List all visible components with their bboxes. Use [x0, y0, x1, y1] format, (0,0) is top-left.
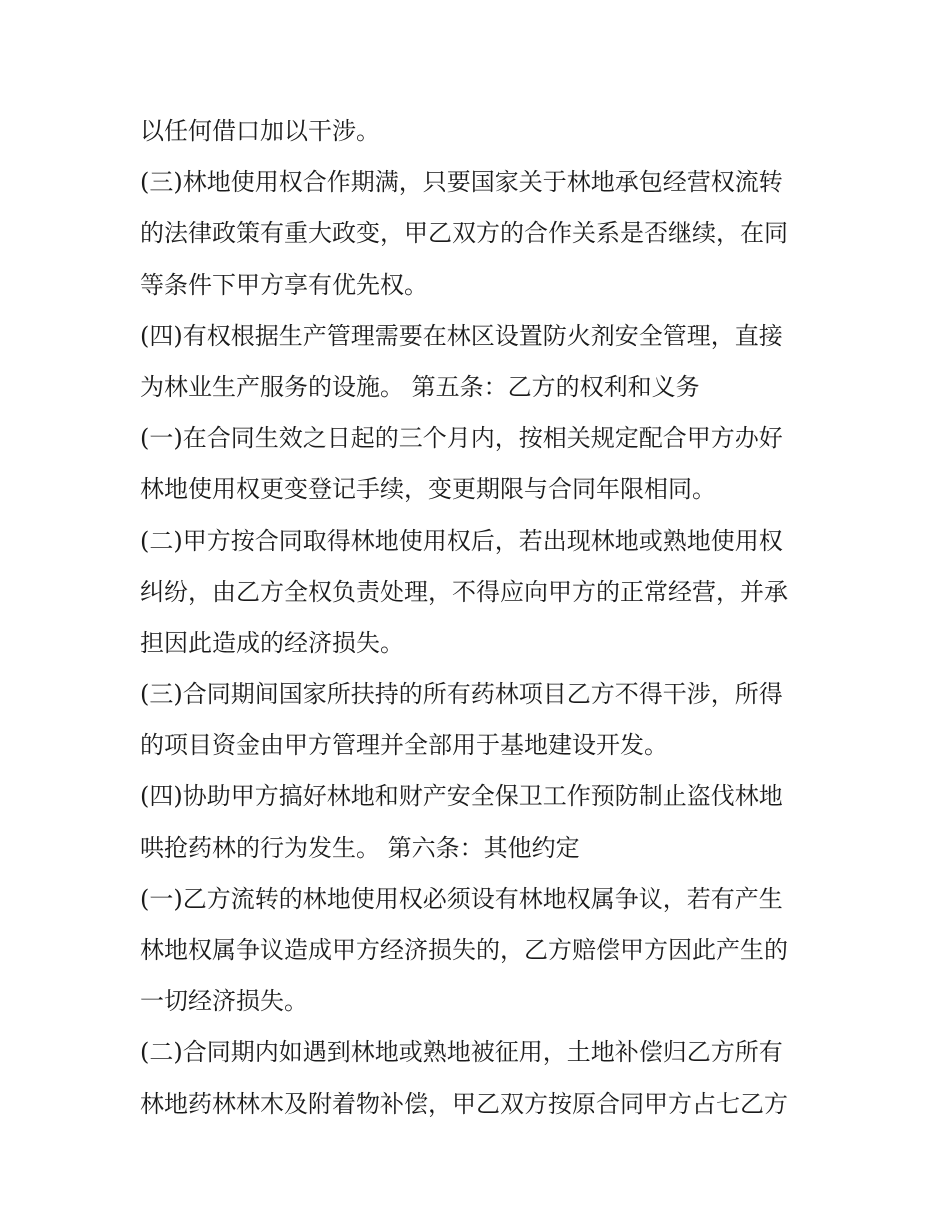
text-line: (四)有权根据生产管理需要在林区设置防火剂安全管理，直接 — [140, 321, 783, 350]
text-line: (一)在合同生效之日起的三个月内，按相关规定配合甲方办好 — [140, 424, 783, 453]
text-line: 担因此造成的经济损失。 — [140, 628, 404, 657]
text-line: 哄抢药林的行为发生。 第六条：其他约定 — [140, 833, 580, 862]
text-line: 的项目资金由甲方管理并全部用于基地建设开发。 — [140, 731, 668, 760]
text-line: (二)合同期内如遇到林地或熟地被征用，土地补偿归乙方所有 — [140, 1038, 783, 1067]
contract-text — [140, 106, 820, 1130]
text-line: (二)甲方按合同取得林地使用权后，若出现林地或熟地使用权 — [140, 526, 783, 555]
text-line: 林地使用权更变登记手续，变更期限与合同年限相同。 — [140, 475, 716, 504]
text-line: 的法律政策有重大政变，甲乙双方的合作关系是否继续，在同 — [140, 219, 788, 248]
text-line: 以任何借口加以干涉。 — [140, 117, 380, 145]
text-line: 林地权属争议造成甲方经济损失的，乙方赔偿甲方因此产生的 — [140, 936, 788, 964]
text-line: 纠纷，由乙方全权负责处理，不得应向甲方的正常经营，并承 — [140, 577, 788, 606]
text-line: (三)林地使用权合作期满，只要国家关于林地承包经营权流转 — [140, 168, 783, 197]
text-line: (四)协助甲方搞好林地和财产安全保卫工作预防制止盗伐林地 — [140, 782, 783, 811]
text-line: 林地药林林木及附着物补偿，甲乙双方按原合同甲方占七乙方 — [140, 1089, 788, 1118]
text-line: 一切经济损失。 — [140, 987, 308, 1016]
text-line: (一)乙方流转的林地使用权必须设有林地权属争议，若有产生 — [140, 884, 783, 913]
text-line: 为林业生产服务的设施。 第五条：乙方的权利和义务 — [140, 372, 700, 401]
text-line: 等条件下甲方享有优先权。 — [140, 270, 428, 299]
text-line: (三)合同期间国家所扶持的所有药林项目乙方不得干涉，所得 — [140, 680, 783, 709]
